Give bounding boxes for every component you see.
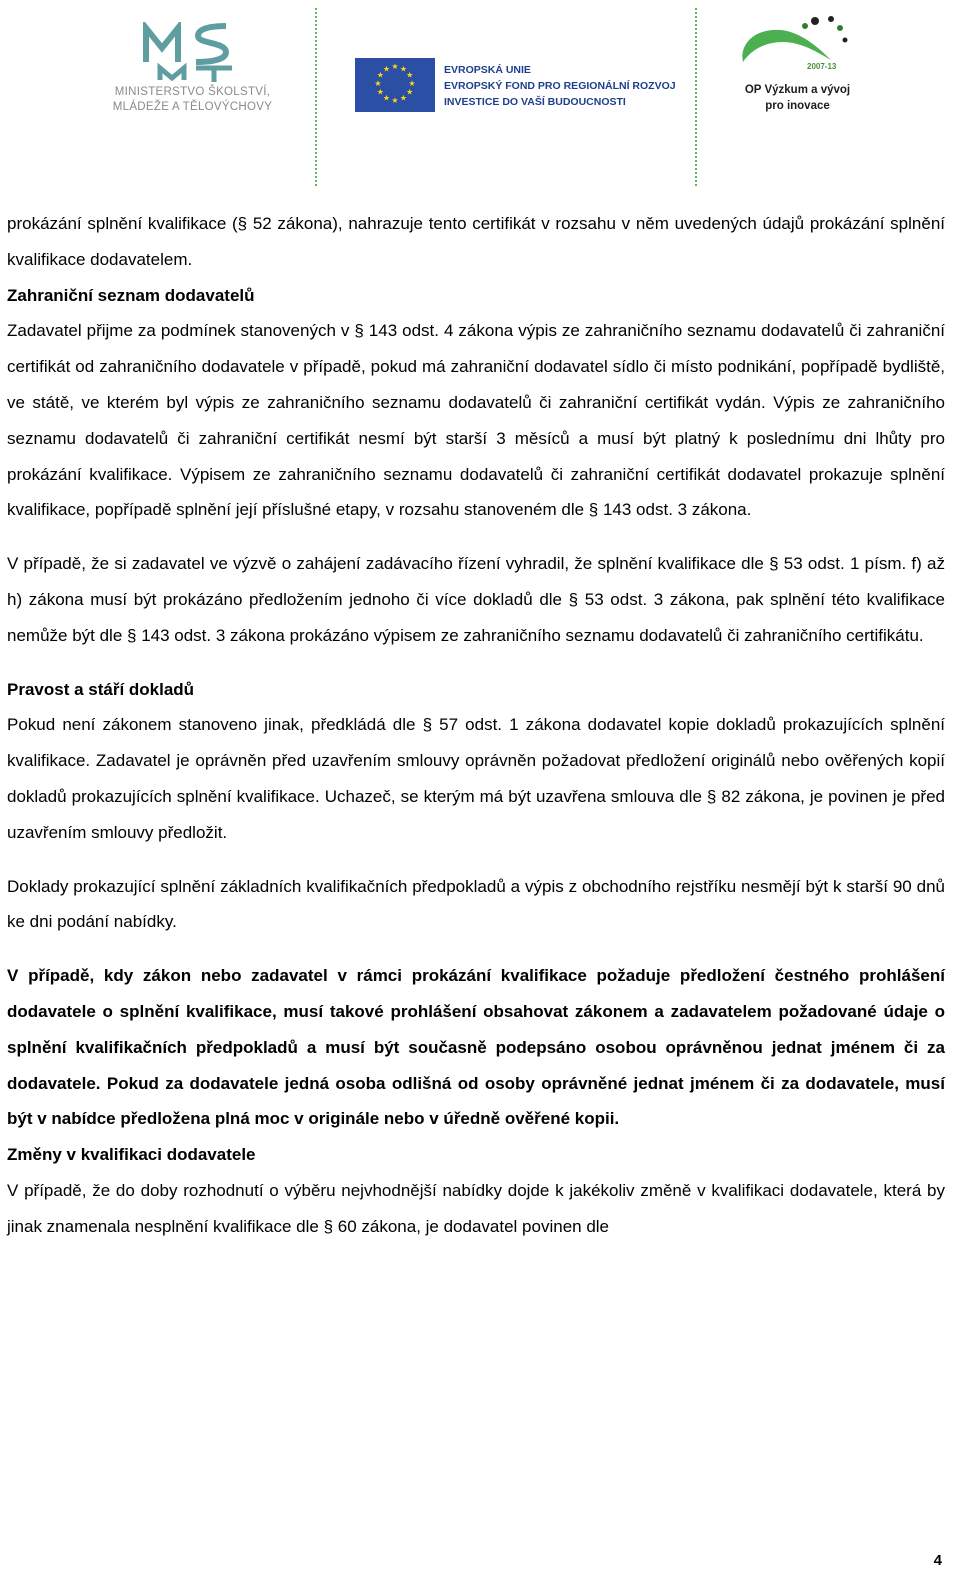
eu-line-1: EVROPSKÁ UNIE	[444, 64, 531, 76]
op-line-1: OP Výzkum a vývoj	[744, 84, 851, 96]
op-logo	[735, 12, 865, 124]
svg-text:★: ★	[408, 79, 416, 88]
page-number: 4	[933, 1552, 942, 1569]
op-years: 2007-13	[807, 62, 837, 71]
svg-text:★: ★	[374, 79, 382, 88]
msmt-name-line2: MLÁDEŽE A TĚLOVÝCHOVY	[112, 101, 273, 113]
eu-line-3: INVESTICE DO VAŠÍ BUDOUCNOSTI	[444, 96, 626, 108]
svg-text:★: ★	[376, 70, 384, 80]
document-body	[7, 206, 945, 1245]
msmt-name-line1: MINISTERSTVO ŠKOLSTVÍ,	[114, 86, 271, 98]
svg-text:★: ★	[399, 93, 408, 103]
page-header	[0, 0, 960, 190]
svg-text:★: ★	[399, 64, 408, 74]
svg-text:★: ★	[376, 87, 384, 97]
svg-text:★: ★	[382, 64, 391, 74]
header-divider	[695, 8, 697, 186]
svg-text:★: ★	[391, 62, 399, 71]
paragraph-6-bold: V případě, kdy zákon nebo zadavatel v rámci prokázání kvalifikace požaduje předložení čestného prohlášení dodavatele o splnění kvalifikace, musí takové prohlášení obsahovat zákonem a zadavatelem požadované údaje o splnění kvalifikačních předpokladů a musí být současně podepsáno osobou oprávněnou jednat jménem či za dodavatele. Pokud za dodavatele jedná osoba odlišná od osoby oprávněné jednat jménem či za dodavatele, musí být v nabídce předložena plná moc v originále nebo v úředně ověřené kopii.	[7, 966, 945, 1129]
op-swoosh-icon	[735, 12, 865, 82]
svg-text:★: ★	[406, 70, 414, 80]
heading-changes: Změny v kvalifikaci dodavatele	[7, 1145, 256, 1165]
eu-text	[444, 62, 676, 110]
svg-text:★: ★	[382, 93, 391, 103]
svg-text:★: ★	[391, 96, 399, 105]
op-line-2: pro inovace	[765, 100, 830, 112]
msmt-logo	[95, 22, 290, 122]
eu-line-2: EVROPSKÝ FOND PRO REGIONÁLNÍ ROZVOJ	[444, 80, 676, 92]
header-divider	[315, 8, 317, 186]
paragraph-4: Pokud není zákonem stanoveno jinak, předkládá dle § 57 odst. 1 zákona dodavatel kopie dokladů prokazujících splnění kvalifikace. Zadavatel je oprávněn před uzavřením smlouvy oprávněn požadovat předložení originálů nebo ověřených kopií dokladů prokazujících splnění kvalifikace. Uchazeč, se kterým má být uzavřena smlouva dle § 82 zákona, je povinen je před uzavřením smlouvy předložit.	[7, 715, 945, 842]
msmt-emblem-icon	[140, 22, 240, 84]
svg-text:★: ★	[406, 87, 414, 97]
paragraph-1: prokázání splnění kvalifikace (§ 52 zákona), nahrazuje tento certifikát v rozsahu v něm uvedených údajů prokázání splnění kvalifikace dodavatelem.	[7, 214, 945, 269]
paragraph-7: V případě, že do doby rozhodnutí o výběru nejvhodnější nabídky dojde k jakékoliv změně v kvalifikaci dodavatele, která by jinak znamenala nesplnění kvalifikace dle § 60 zákona, je dodavatel povinen dle	[7, 1180, 945, 1236]
eu-flag-icon	[355, 58, 435, 112]
heading-foreign-list: Zahraniční seznam dodavatelů	[7, 285, 255, 305]
paragraph-2: Zadavatel přijme za podmínek stanovených v § 143 odst. 4 zákona výpis ze zahraničního seznamu dodavatelů či zahraniční certifikát od zahraničního dodavatele v případě, pokud má zahraniční dodavatel sídlo či místo podnikání, popřípadě bydliště, ve státě, ve kterém byl výpis ze zahraničního seznamu dodavatelů či zahraniční certifikát vydán. Výpis ze zahraničního seznamu dodavatelů či zahraniční certifikát nesmí být starší 3 měsíců a musí být platný k poslednímu dni lhůty pro prokázání kvalifikace. Výpisem ze zahraničního seznamu dodavatelů či zahraniční certifikát dodavatel prokazuje splnění kvalifikace, popřípadě splnění její příslušné etapy, v rozsahu stanoveném dle § 143 odst. 3 zákona.	[7, 321, 945, 520]
paragraph-3: V případě, že si zadavatel ve výzvě o zahájení zadávacího řízení vyhradil, že splnění kvalifikace dle § 53 odst. 1 písm. f) až h) zákona musí být prokázáno předložením jednoho či více dokladů dle § 53 odst. 3 zákona, pak splnění této kvalifikace nemůže být dle § 143 odst. 3 zákona prokázáno výpisem ze zahraničního seznamu dodavatelů či zahraničního certifikátu.	[7, 554, 945, 645]
heading-authenticity: Pravost a stáří dokladů	[7, 679, 195, 699]
paragraph-5: Doklady prokazující splnění základních kvalifikačních předpokladů a výpis z obchodního rejstříku nesmějí být k starší 90 dnů ke dni podání nabídky.	[7, 876, 945, 932]
